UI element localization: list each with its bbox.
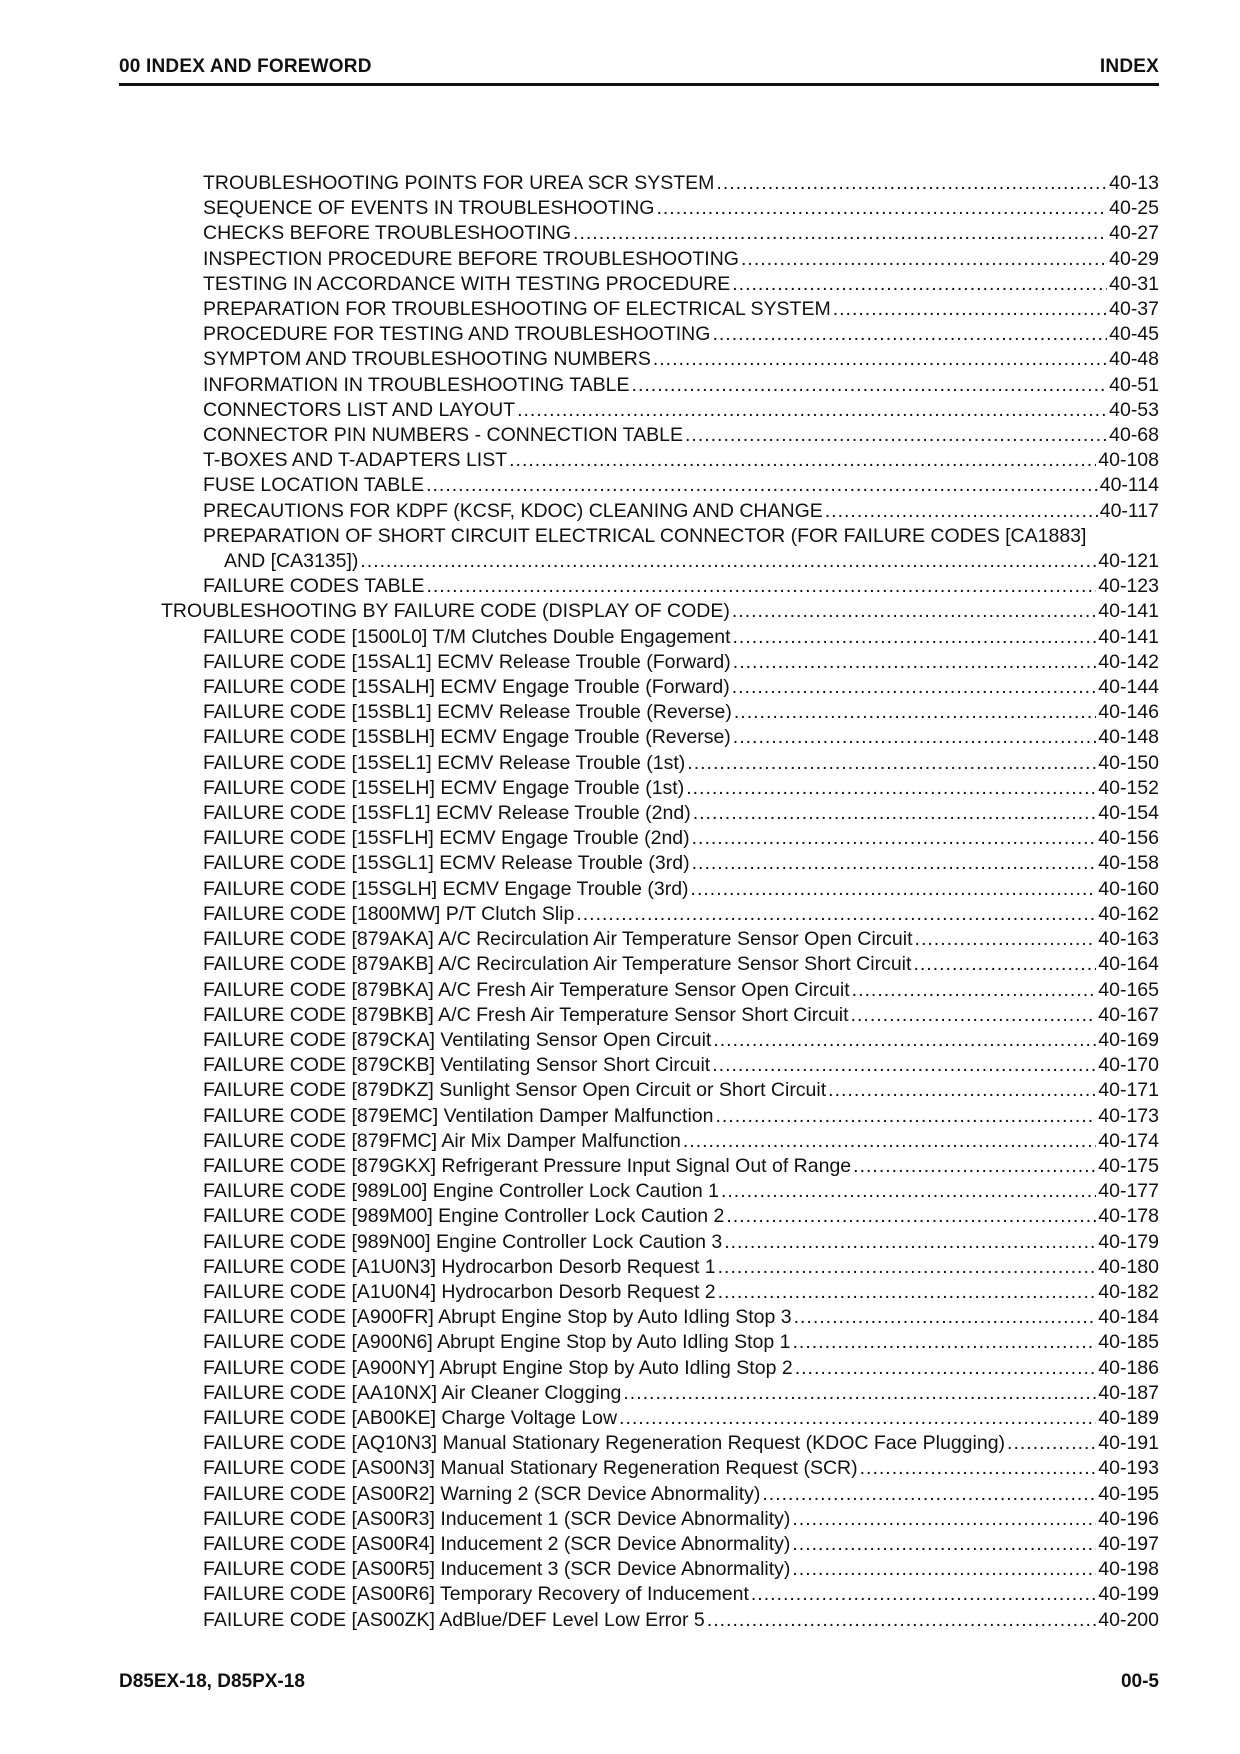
- dot-leader: [852, 978, 1097, 1003]
- dot-leader: [656, 196, 1107, 221]
- toc-entry-page: 40-186: [1098, 1356, 1159, 1379]
- toc-entry-title: FAILURE CODE [15SBLH] ECMV Engage Trouble (Reverse): [203, 726, 731, 749]
- toc-entry-title: FAILURE CODE [989L00] Engine Controller Lock Caution 1: [203, 1180, 719, 1203]
- toc-entry-page: 40-199: [1098, 1583, 1159, 1606]
- dot-leader: [576, 902, 1096, 927]
- dot-leader: [693, 801, 1097, 826]
- toc-entry-title: FAILURE CODE [879AKB] A/C Recirculation Air Temperature Sensor Short Circuit: [203, 953, 912, 976]
- toc-entry[interactable]: [119, 1028, 1159, 1053]
- toc-entry-title: AND [CA3135]): [224, 550, 359, 573]
- table-of-contents: [119, 171, 1159, 1633]
- toc-entry-title: CHECKS BEFORE TROUBLESHOOTING: [203, 222, 572, 245]
- dot-leader: [517, 398, 1107, 423]
- toc-entry-title: FAILURE CODE [879EMC] Ventilation Damper Malfunction: [203, 1104, 714, 1127]
- toc-entry[interactable]: [119, 1280, 1159, 1305]
- toc-entry-page: 40-141: [1098, 600, 1159, 623]
- toc-entry-title: FAILURE CODE [A900NY] Abrupt Engine Stop by Auto Idling Stop 2: [203, 1356, 793, 1379]
- toc-entry-page: 40-165: [1098, 978, 1159, 1001]
- toc-entry-title: FAILURE CODE [A1U0N3] Hydrocarbon Desorb Request 1: [203, 1255, 716, 1278]
- toc-entry[interactable]: [119, 1305, 1159, 1330]
- toc-entry-page: 40-29: [1109, 247, 1159, 270]
- dot-leader: [833, 297, 1107, 322]
- toc-entry-page: 40-117: [1099, 499, 1159, 522]
- toc-entry-title: FAILURE CODE [AS00R2] Warning 2 (SCR Device Abnormality): [203, 1482, 761, 1505]
- dot-leader: [733, 625, 1097, 650]
- toc-entry-page: 40-196: [1098, 1507, 1159, 1530]
- dot-leader: [762, 1482, 1096, 1507]
- toc-entry-title: SEQUENCE OF EVENTS IN TROUBLESHOOTING: [203, 197, 655, 220]
- toc-entry[interactable]: [119, 700, 1159, 725]
- toc-entry[interactable]: [119, 247, 1159, 272]
- toc-entry-page: 40-187: [1098, 1381, 1159, 1404]
- toc-entry-title: CONNECTORS LIST AND LAYOUT: [203, 398, 516, 421]
- toc-entry[interactable]: [119, 1406, 1159, 1431]
- toc-entry-title: T-BOXES AND T-ADAPTERS LIST: [203, 449, 508, 472]
- dot-leader: [792, 1507, 1096, 1532]
- dot-leader: [707, 1608, 1096, 1633]
- toc-entry[interactable]: [119, 902, 1159, 927]
- toc-entry-title: FAILURE CODE [AB00KE] Charge Voltage Low: [203, 1406, 618, 1429]
- dot-leader: [619, 1406, 1096, 1431]
- dot-leader: [573, 221, 1107, 246]
- toc-entry[interactable]: [119, 272, 1159, 297]
- toc-entry-page: 40-150: [1098, 751, 1159, 774]
- toc-entry[interactable]: [119, 1255, 1159, 1280]
- dot-leader: [734, 700, 1096, 725]
- dot-leader: [687, 751, 1096, 776]
- dot-leader: [792, 1532, 1096, 1557]
- toc-entry[interactable]: [119, 322, 1159, 347]
- dot-leader: [683, 1129, 1096, 1154]
- toc-entry-page: 40-193: [1098, 1457, 1159, 1480]
- toc-entry-page: 40-169: [1098, 1028, 1159, 1051]
- section-title: 00 INDEX AND FOREWORD: [119, 56, 372, 77]
- toc-entry-title: FUSE LOCATION TABLE: [203, 474, 425, 497]
- toc-entry[interactable]: [119, 196, 1159, 221]
- toc-entry-title: PREPARATION FOR TROUBLESHOOTING OF ELECTRICAL SYSTEM: [203, 298, 831, 321]
- dot-leader: [426, 473, 1098, 498]
- toc-entry-title: FAILURE CODE [AS00R3] Inducement 1 (SCR Device Abnormality): [203, 1507, 791, 1530]
- toc-entry-page: 40-175: [1098, 1154, 1159, 1177]
- toc-entry-page: 40-160: [1098, 877, 1159, 900]
- toc-entry-title: FAILURE CODE [AS00R4] Inducement 2 (SCR Device Abnormality): [203, 1532, 791, 1555]
- dot-leader: [724, 1230, 1096, 1255]
- toc-entry[interactable]: [119, 1456, 1159, 1481]
- toc-entry-title: SYMPTOM AND TROUBLESHOOTING NUMBERS: [203, 348, 651, 371]
- toc-entry[interactable]: [119, 599, 1159, 624]
- dot-leader: [691, 877, 1097, 902]
- dot-leader: [732, 272, 1107, 297]
- toc-entry-page: 40-198: [1098, 1558, 1159, 1581]
- toc-entry-title: FAILURE CODE [AS00R6] Temporary Recovery of Inducement: [203, 1583, 749, 1606]
- toc-entry[interactable]: [119, 675, 1159, 700]
- toc-entry[interactable]: [119, 1431, 1159, 1456]
- toc-entry-page: 40-51: [1109, 373, 1159, 396]
- toc-entry-title: FAILURE CODES TABLE: [203, 575, 425, 598]
- toc-entry-page: 40-45: [1109, 323, 1159, 346]
- dot-leader: [793, 1330, 1097, 1355]
- toc-entry[interactable]: [119, 473, 1159, 498]
- toc-entry-page: 40-144: [1098, 676, 1159, 699]
- toc-entry-title: PRECAUTIONS FOR KDPF (KCSF, KDOC) CLEANING AND CHANGE: [203, 499, 823, 522]
- toc-entry-page: 40-25: [1109, 197, 1159, 220]
- toc-entry[interactable]: [119, 1608, 1159, 1633]
- toc-entry[interactable]: [119, 1557, 1159, 1582]
- toc-entry-page: 40-184: [1098, 1306, 1159, 1329]
- dot-leader: [851, 1003, 1097, 1028]
- dot-leader: [732, 675, 1097, 700]
- toc-entry[interactable]: [119, 1053, 1159, 1078]
- toc-entry-page: 40-146: [1098, 701, 1159, 724]
- dot-leader: [733, 650, 1097, 675]
- toc-entry-title: FAILURE CODE [989M00] Engine Controller Lock Caution 2: [203, 1205, 725, 1228]
- dot-leader: [718, 1255, 1097, 1280]
- dot-leader: [721, 1179, 1096, 1204]
- dot-leader: [715, 1104, 1096, 1129]
- toc-entry-page: 40-148: [1098, 726, 1159, 749]
- model-label: D85EX-18, D85PX-18: [119, 1671, 305, 1692]
- dot-leader: [825, 499, 1098, 524]
- toc-entry-page: 40-195: [1098, 1482, 1159, 1505]
- toc-entry-page: 40-197: [1098, 1532, 1159, 1555]
- dot-leader: [860, 1456, 1097, 1481]
- dot-leader: [692, 851, 1097, 876]
- toc-entry[interactable]: [119, 952, 1159, 977]
- toc-entry-page: 40-182: [1098, 1280, 1159, 1303]
- toc-entry-title: TROUBLESHOOTING BY FAILURE CODE (DISPLAY OF CODE): [161, 600, 730, 623]
- toc-entry-page: 40-48: [1109, 348, 1159, 371]
- toc-entry-title: FAILURE CODE [15SFL1] ECMV Release Trouble (2nd): [203, 802, 691, 825]
- toc-entry[interactable]: [119, 1003, 1159, 1028]
- toc-entry-page: 40-142: [1098, 650, 1159, 673]
- page-header: [119, 56, 1159, 86]
- toc-entry-title: FAILURE CODE [879DKZ] Sunlight Sensor Open Circuit or Short Circuit: [203, 1079, 827, 1102]
- toc-entry-title: FAILURE CODE [1500L0] T/M Clutches Double Engagement: [203, 625, 731, 648]
- toc-entry[interactable]: [119, 625, 1159, 650]
- toc-entry-page: 40-200: [1098, 1608, 1159, 1631]
- toc-entry-title: FAILURE CODE [879GKX] Refrigerant Pressure Input Signal Out of Range: [203, 1154, 852, 1177]
- toc-entry[interactable]: [119, 549, 1159, 574]
- toc-entry-page: 40-173: [1098, 1104, 1159, 1127]
- toc-entry[interactable]: [119, 801, 1159, 826]
- toc-entry-title: FAILURE CODE [A1U0N4] Hydrocarbon Desorb Request 2: [203, 1280, 716, 1303]
- toc-entry-page: 40-174: [1098, 1129, 1159, 1152]
- toc-entry[interactable]: [119, 221, 1159, 246]
- toc-entry-title: TROUBLESHOOTING POINTS FOR UREA SCR SYSTEM: [203, 172, 715, 194]
- toc-entry[interactable]: [119, 877, 1159, 902]
- toc-entry-page: 40-13: [1109, 172, 1159, 194]
- toc-entry-title: FAILURE CODE [AS00N3] Manual Stationary Regeneration Request (SCR): [203, 1457, 858, 1480]
- dot-leader: [853, 1154, 1096, 1179]
- toc-entry-page: 40-152: [1098, 776, 1159, 799]
- dot-leader: [795, 1356, 1097, 1381]
- toc-entry-title: FAILURE CODE [15SFLH] ECMV Engage Trouble (2nd): [203, 827, 690, 850]
- dot-leader: [653, 347, 1107, 372]
- toc-entry-page: 40-189: [1098, 1406, 1159, 1429]
- dot-leader: [716, 171, 1107, 196]
- toc-entry-title: INSPECTION PROCEDURE BEFORE TROUBLESHOOTING: [203, 247, 739, 270]
- toc-entry-page: 40-178: [1098, 1205, 1159, 1228]
- dot-leader: [632, 373, 1108, 398]
- toc-entry[interactable]: [119, 499, 1159, 524]
- toc-entry-title: FAILURE CODE [AA10NX] Air Cleaner Clogging: [203, 1381, 622, 1404]
- dot-leader: [726, 1204, 1096, 1229]
- toc-entry[interactable]: [119, 978, 1159, 1003]
- dot-leader: [713, 1028, 1096, 1053]
- toc-entry-title: FAILURE CODE [A900FR] Abrupt Engine Stop by Auto Idling Stop 3: [203, 1306, 792, 1329]
- toc-entry[interactable]: [119, 171, 1159, 196]
- toc-entry[interactable]: [119, 1179, 1159, 1204]
- toc-entry-title: FAILURE CODE [15SELH] ECMV Engage Trouble (1st): [203, 776, 685, 799]
- toc-entry[interactable]: [119, 725, 1159, 750]
- toc-entry-title: FAILURE CODE [879FMC] Air Mix Damper Malfunction: [203, 1129, 681, 1152]
- toc-entry-title: FAILURE CODE [879AKA] A/C Recirculation Air Temperature Sensor Open Circuit: [203, 928, 913, 951]
- toc-entry[interactable]: [119, 1078, 1159, 1103]
- toc-entry[interactable]: [119, 1507, 1159, 1532]
- toc-entry[interactable]: [119, 927, 1159, 952]
- dot-leader: [692, 826, 1097, 851]
- dot-leader: [712, 322, 1107, 347]
- toc-entry[interactable]: [119, 751, 1159, 776]
- toc-entry[interactable]: [119, 574, 1159, 599]
- toc-entry-title: TESTING IN ACCORDANCE WITH TESTING PROCEDURE: [203, 272, 731, 295]
- dot-leader: [751, 1582, 1096, 1607]
- toc-entry[interactable]: [119, 1330, 1159, 1355]
- toc-entry-title: PREPARATION OF SHORT CIRCUIT ELECTRICAL CONNECTOR (FOR FAILURE CODES [CA1883]: [203, 524, 1087, 547]
- toc-entry[interactable]: [119, 1154, 1159, 1179]
- toc-entry-page: 40-114: [1099, 474, 1159, 497]
- toc-entry[interactable]: [119, 1532, 1159, 1557]
- dot-leader: [1007, 1431, 1096, 1456]
- page-footer: [119, 1671, 1159, 1693]
- toc-entry-page: 40-156: [1098, 827, 1159, 850]
- toc-entry-title: FAILURE CODE [989N00] Engine Controller Lock Caution 3: [203, 1230, 723, 1253]
- toc-entry-title: FAILURE CODE [AS00ZK] AdBlue/DEF Level Low Error 5: [203, 1608, 705, 1631]
- toc-entry-title: CONNECTOR PIN NUMBERS - CONNECTION TABLE: [203, 424, 683, 447]
- page-number: 00-5: [1120, 1671, 1159, 1692]
- header-title: INDEX: [1099, 56, 1159, 77]
- toc-entry-title: FAILURE CODE [879CKA] Ventilating Sensor Open Circuit: [203, 1028, 712, 1051]
- toc-entry[interactable]: [119, 524, 1159, 549]
- toc-entry-title: FAILURE CODE [15SGLH] ECMV Engage Trouble (3rd): [203, 877, 689, 900]
- dot-leader: [686, 776, 1096, 801]
- toc-entry-page: 40-121: [1098, 550, 1159, 573]
- toc-entry-page: 40-177: [1098, 1180, 1159, 1203]
- toc-entry-page: 40-27: [1109, 222, 1159, 245]
- dot-leader: [623, 1381, 1096, 1406]
- toc-entry-page: 40-164: [1098, 953, 1159, 976]
- toc-entry[interactable]: [119, 1104, 1159, 1129]
- toc-entry-page: 40-123: [1098, 575, 1159, 598]
- dot-leader: [426, 574, 1096, 599]
- toc-entry-title: FAILURE CODE [1800MW] P/T Clutch Slip: [203, 902, 575, 925]
- toc-entry[interactable]: [119, 1381, 1159, 1406]
- toc-entry-page: 40-170: [1098, 1054, 1159, 1077]
- toc-entry[interactable]: [119, 1129, 1159, 1154]
- toc-entry[interactable]: [119, 1230, 1159, 1255]
- toc-entry-page: 40-53: [1109, 398, 1159, 421]
- toc-entry[interactable]: [119, 1482, 1159, 1507]
- toc-entry-title: FAILURE CODE [AS00R5] Inducement 3 (SCR Device Abnormality): [203, 1558, 791, 1581]
- toc-entry[interactable]: [119, 826, 1159, 851]
- dot-leader: [733, 725, 1096, 750]
- toc-entry-page: 40-180: [1098, 1255, 1159, 1278]
- toc-entry-page: 40-185: [1098, 1331, 1159, 1354]
- toc-entry-title: FAILURE CODE [15SALH] ECMV Engage Trouble (Forward): [203, 676, 730, 699]
- toc-entry[interactable]: [119, 851, 1159, 876]
- dot-leader: [360, 549, 1096, 574]
- toc-entry[interactable]: [119, 776, 1159, 801]
- toc-entry-title: FAILURE CODE [15SAL1] ECMV Release Trouble (Forward): [203, 650, 731, 673]
- toc-entry-page: 40-154: [1098, 802, 1159, 825]
- toc-entry[interactable]: [119, 423, 1159, 448]
- toc-entry-page: 40-37: [1109, 298, 1159, 321]
- dot-leader: [712, 1053, 1096, 1078]
- toc-entry-page: 40-171: [1098, 1079, 1159, 1102]
- toc-entry[interactable]: [119, 347, 1159, 372]
- toc-entry[interactable]: [119, 373, 1159, 398]
- toc-entry-title: FAILURE CODE [15SGL1] ECMV Release Trouble (3rd): [203, 852, 690, 875]
- toc-entry-title: FAILURE CODE [879BKA] A/C Fresh Air Temperature Sensor Open Circuit: [203, 978, 850, 1001]
- toc-entry-page: 40-162: [1098, 902, 1159, 925]
- toc-entry[interactable]: [119, 448, 1159, 473]
- toc-entry-title: FAILURE CODE [879BKB] A/C Fresh Air Temperature Sensor Short Circuit: [203, 1003, 849, 1026]
- dot-leader: [828, 1078, 1096, 1103]
- dot-leader: [915, 927, 1097, 952]
- toc-entry-page: 40-31: [1109, 272, 1159, 295]
- dot-leader: [685, 423, 1107, 448]
- toc-entry-page: 40-167: [1098, 1003, 1159, 1026]
- toc-entry-title: FAILURE CODE [879CKB] Ventilating Sensor Short Circuit: [203, 1054, 711, 1077]
- toc-entry[interactable]: [119, 1582, 1159, 1607]
- toc-entry[interactable]: [119, 1356, 1159, 1381]
- toc-entry-page: 40-179: [1098, 1230, 1159, 1253]
- toc-entry-title: PROCEDURE FOR TESTING AND TROUBLESHOOTING: [203, 323, 711, 346]
- toc-entry-page: 40-163: [1098, 928, 1159, 951]
- toc-entry-page: 40-108: [1098, 449, 1159, 472]
- dot-leader: [741, 247, 1107, 272]
- dot-leader: [718, 1280, 1097, 1305]
- dot-leader: [792, 1557, 1096, 1582]
- toc-entry-title: FAILURE CODE [15SBL1] ECMV Release Trouble (Reverse): [203, 701, 732, 724]
- toc-entry-page: 40-191: [1098, 1432, 1159, 1455]
- toc-entry-page: 40-68: [1109, 424, 1159, 447]
- toc-entry-title: FAILURE CODE [A900N6] Abrupt Engine Stop by Auto Idling Stop 1: [203, 1331, 791, 1354]
- dot-leader: [509, 448, 1096, 473]
- toc-entry-page: 40-158: [1098, 852, 1159, 875]
- toc-entry[interactable]: [119, 398, 1159, 423]
- toc-entry-title: FAILURE CODE [AQ10N3] Manual Stationary Regeneration Request (KDOC Face Plugging): [203, 1432, 1006, 1455]
- toc-entry-page: 40-141: [1098, 625, 1159, 648]
- toc-entry[interactable]: [119, 1204, 1159, 1229]
- toc-entry-title: FAILURE CODE [15SEL1] ECMV Release Trouble (1st): [203, 751, 686, 774]
- toc-entry[interactable]: [119, 297, 1159, 322]
- dot-leader: [732, 599, 1096, 624]
- dot-leader: [913, 952, 1096, 977]
- toc-entry-title: INFORMATION IN TROUBLESHOOTING TABLE: [203, 373, 630, 396]
- dot-leader: [794, 1305, 1097, 1330]
- toc-entry[interactable]: [119, 650, 1159, 675]
